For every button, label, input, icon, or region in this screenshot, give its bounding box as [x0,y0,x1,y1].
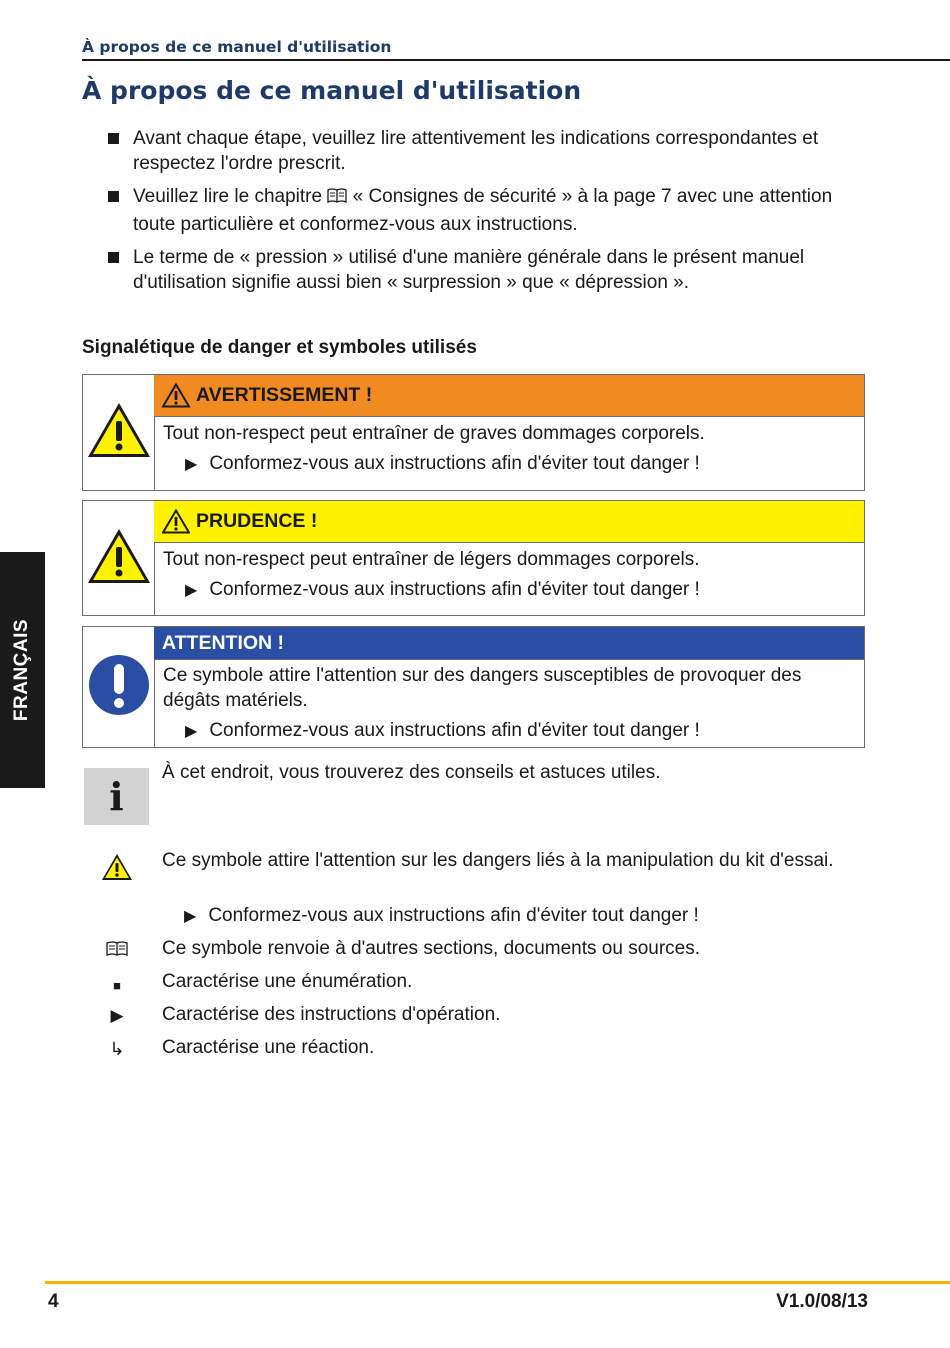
operation-arrow-icon: ▶ [110,1006,124,1025]
operation-symbol-text: Caractérise des instructions d'opération. [162,1004,501,1025]
section-heading: Signalétique de danger et symboles utilisés [82,337,477,358]
attention-step-text: Conformez-vous aux instructions afin d'éviter tout danger ! [209,720,700,741]
attention-title-bar [154,627,864,660]
language-label: FRANÇAIS [11,618,33,722]
hazard-small-icon [100,852,134,882]
step-arrow-icon: ▶ [185,723,198,740]
page-title: À propos de ce manuel d'utilisation [82,76,582,105]
list-item [108,185,858,237]
attention-step [163,718,856,744]
attention-box [82,626,865,748]
warning-step [163,451,856,477]
step-arrow-icon: ▶ [185,582,198,599]
reaction-symbol-text: Caractérise une réaction. [162,1037,375,1058]
info-icon: i [84,768,149,825]
bullet-square-icon [108,133,119,144]
caution-text: Tout non-respect peut entraîner de légers dommages corporels. [163,549,700,570]
list-item-text: Avant chaque étape, veuillez lire attentivement les indications correspondantes et respectez l'ordre prescrit. [133,128,819,174]
list-item [108,246,858,295]
exclamation-circle-icon [88,654,150,721]
list-item-text-before: Veuillez lire le chapitre [133,186,323,207]
caution-step [163,577,856,603]
hazard-symbol-text: Ce symbole attire l'attention sur les dangers liés à la manipulation du kit d'essai. [162,850,834,871]
caution-title-bar [154,501,864,543]
warning-triangle-icon [162,509,190,534]
warning-step-text: Conformez-vous aux instructions afin d'éviter tout danger ! [209,453,700,474]
caution-icon-cell [83,501,155,615]
list-item-text: Le terme de « pression » utilisé d'une manière générale dans le présent manuel d'utilisation signifie aussi bien « surpression » que « dépression ». [133,247,805,293]
warning-icon-cell [83,375,155,490]
warning-box [82,374,865,491]
attention-title: ATTENTION ! [162,631,285,654]
warning-triangle-icon [162,383,190,408]
running-header: À propos de ce manuel d'utilisation [82,38,392,56]
enumeration-symbol-text: Caractérise une énumération. [162,971,413,992]
caution-box [82,500,865,616]
step-arrow-icon: ▶ [184,908,197,925]
book-icon [327,187,347,213]
reaction-arrow-icon: ↳ [109,1038,125,1059]
reference-symbol-text: Ce symbole renvoie à d'autres sections, documents ou sources. [162,938,701,959]
warning-title-bar [154,375,864,417]
attention-icon-cell [83,627,155,747]
language-side-tab [0,552,45,788]
enumeration-square-icon: ■ [113,977,121,993]
caution-title: PRUDENCE ! [196,510,318,532]
warning-title: AVERTISSEMENT ! [196,384,373,406]
bullet-square-icon [108,191,119,202]
hazard-triangle-icon [86,527,152,590]
info-text: À cet endroit, vous trouverez des conseils et astuces utiles. [162,762,661,783]
header-rule [82,59,950,61]
hazard-triangle-icon [86,401,152,464]
attention-text: Ce symbole attire l'attention sur des dangers susceptibles de provoquer des dégâts matériels. [163,665,802,711]
caution-step-text: Conformez-vous aux instructions afin d'éviter tout danger ! [209,579,700,600]
hazard-symbol-step-text: Conformez-vous aux instructions afin d'éviter tout danger ! [208,905,699,926]
intro-list [108,127,858,304]
footer-rule [45,1281,950,1284]
step-arrow-icon: ▶ [185,456,198,473]
page-number: 4 [48,1291,59,1312]
list-item [108,127,858,176]
warning-text: Tout non-respect peut entraîner de graves dommages corporels. [163,423,705,444]
list-item-text-after: « Consignes de sécurité » à la page 7 avec une attention toute particulière et conformez-vous aux instructions. [133,186,833,235]
bullet-square-icon [108,252,119,263]
version-label: V1.0/08/13 [776,1291,868,1312]
hazard-symbol-step [184,904,699,930]
book-icon [104,939,130,959]
